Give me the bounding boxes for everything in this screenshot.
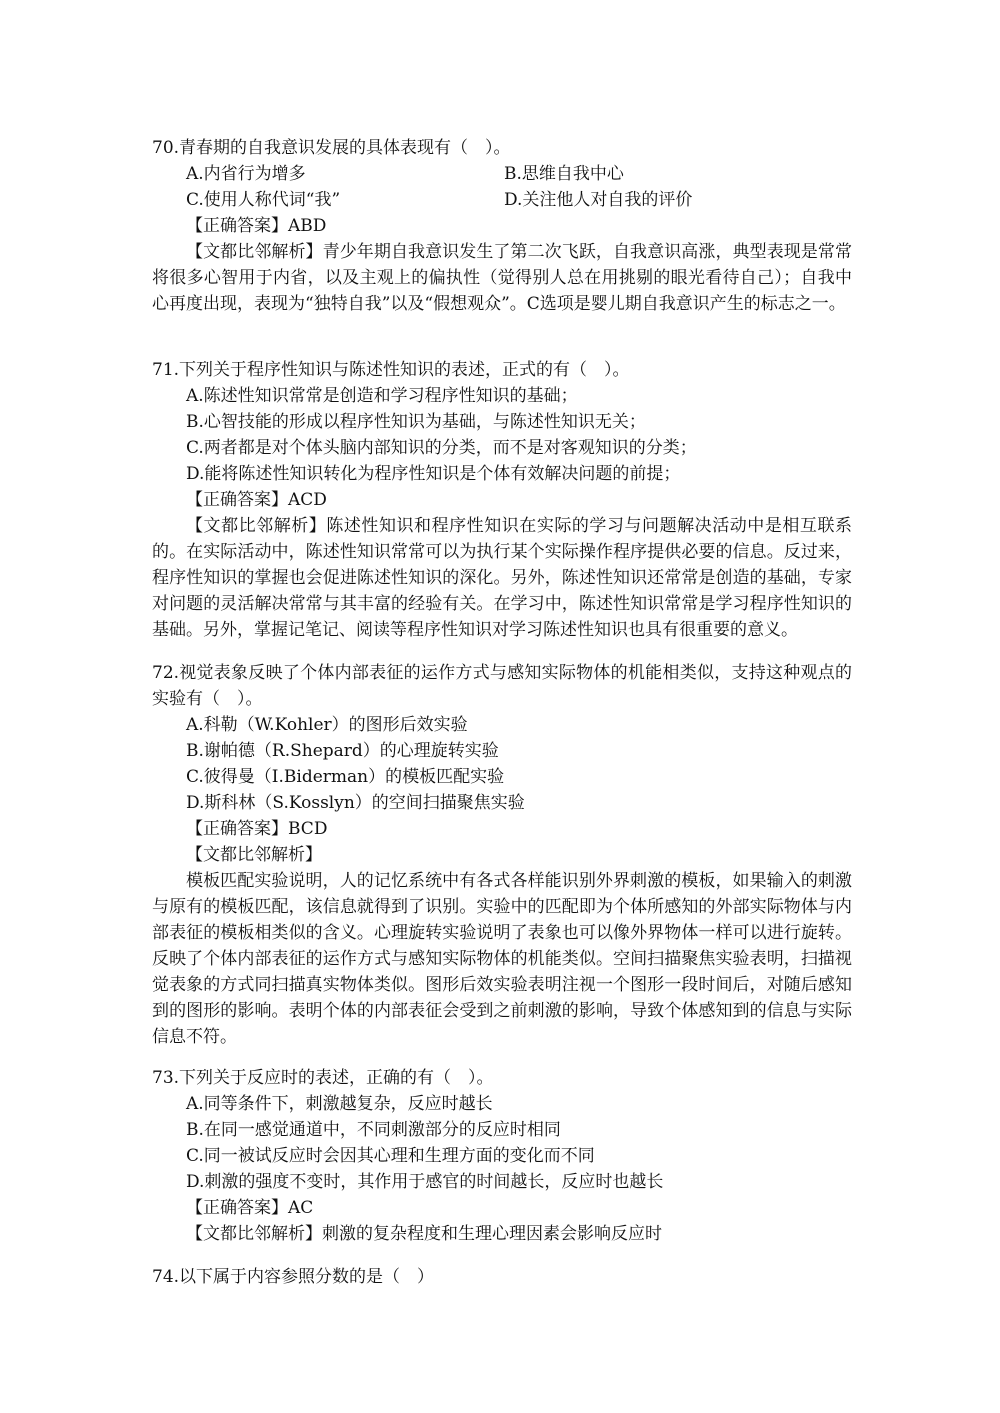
option-a: A.科勒（W.Kohler）的图形后效实验 (186, 715, 468, 735)
question-stem: 70.青春期的自我意识发展的具体表现有（ ）。 (152, 138, 511, 158)
analysis-text: 模板匹配实验说明，人的记忆系统中有各式各样能识别外界刺激的模板，如果输入的刺激与原有的模板匹配，该信息就得到了识别。实验中的匹配即为个体所感知的外部实际物体与内部表征的模板相类似的含义。心理旋转实验说明了表象也可以像外界物体一样可以进行旋转。反映了个体内部表征的运作方式与感知实际物体的机能类似。空间扫描聚焦实验表明，扫描视觉表象的方式同扫描真实物体类似。图形后效实验表明注视一个图形一段时间后，对随后感知到的图形的影响。表明个体的内部表征会受到之前刺激的影响，导致个体感知到的信息与实际信息不符。 (152, 871, 852, 1047)
option-b: B.谢帕德（R.Shepard）的心理旋转实验 (186, 741, 499, 761)
question-stem: 72.视觉表象反映了个体内部表征的运作方式与感知实际物体的机能相类似，支持这种观点的实验有（ ）。 (152, 663, 852, 709)
option-c: C.彼得曼（I.Biderman）的模板匹配实验 (186, 767, 505, 787)
analysis-text: 青少年期自我意识发生了第二次飞跃，自我意识高涨，典型表现是常常将很多心智用于内省，以及主观上的偏执性（觉得别人总在用挑剔的眼光看待自己）；自我中心再度出现，表现为“独特自我”以及“假想观众”。C选项是婴儿期自我意识产生的标志之一。 (152, 242, 853, 314)
question-70 (152, 135, 852, 317)
option-c: C.两者都是对个体头脑内部知识的分类，而不是对客观知识的分类； (186, 438, 697, 458)
correct-answer: 【正确答案】BCD (186, 819, 328, 839)
question-74 (152, 1264, 852, 1290)
option-c: C.同一被试反应时会因其心理和生理方面的变化而不同 (186, 1146, 595, 1166)
analysis-text: 陈述性知识和程序性知识在实际的学习与问题解决活动中是相互联系的。在实际活动中，陈述性知识常常可以为执行某个实际操作程序提供必要的信息。反过来，程序性知识的掌握也会促进陈述性知识的深化。另外，陈述性知识还常常是创造的基础，专家对问题的灵活解决常常与其丰富的经验有关。在学习中，陈述性知识常常是学习程序性知识的基础。另外，掌握记笔记、阅读等程序性知识对学习陈述性知识也具有很重要的意义。 (152, 516, 853, 640)
analysis-label: 【文都比邻解析】 (186, 845, 322, 865)
option-a: A.同等条件下，刺激越复杂，反应时越长 (186, 1094, 493, 1114)
analysis-paragraph (152, 1221, 852, 1247)
option-b: B.在同一感觉通道中，不同刺激部分的反应时相同 (186, 1120, 561, 1140)
analysis-text: 刺激的复杂程度和生理心理因素会影响反应时 (322, 1224, 662, 1244)
correct-answer: 【正确答案】ABD (186, 216, 327, 236)
option-a: A.内省行为增多 (186, 164, 306, 184)
analysis-label: 【文都比邻解析】 (186, 242, 323, 262)
question-stem: 74.以下属于内容参照分数的是（ ） (152, 1267, 435, 1287)
option-b: B.心智技能的形成以程序性知识为基础，与陈述性知识无关； (186, 412, 646, 432)
option-a: A.陈述性知识常常是创造和学习程序性知识的基础； (186, 386, 578, 406)
question-73 (152, 1065, 852, 1247)
analysis-paragraph (152, 513, 852, 643)
correct-answer: 【正确答案】ACD (186, 490, 327, 510)
question-72 (152, 660, 852, 1050)
option-d: D.斯科林（S.Kosslyn）的空间扫描聚焦实验 (186, 793, 525, 813)
analysis-paragraph (152, 239, 852, 317)
option-d: D.能将陈述性知识转化为程序性知识是个体有效解决问题的前提； (186, 464, 681, 484)
option-d: D.刺激的强度不变时，其作用于感官的时间越长，反应时也越长 (186, 1172, 664, 1192)
question-stem: 71.下列关于程序性知识与陈述性知识的表述，正式的有（ ）。 (152, 360, 630, 380)
analysis-label: 【文都比邻解析】 (186, 1224, 322, 1244)
analysis-label: 【文都比邻解析】 (186, 516, 327, 536)
question-stem: 73.下列关于反应时的表述，正确的有（ ）。 (152, 1068, 494, 1088)
correct-answer: 【正确答案】AC (186, 1198, 314, 1218)
option-c: C.使用人称代词“我” (186, 190, 341, 210)
option-b: B.思维自我中心 (504, 164, 624, 184)
option-d: D.关注他人对自我的评价 (504, 190, 693, 210)
question-71 (152, 357, 852, 643)
